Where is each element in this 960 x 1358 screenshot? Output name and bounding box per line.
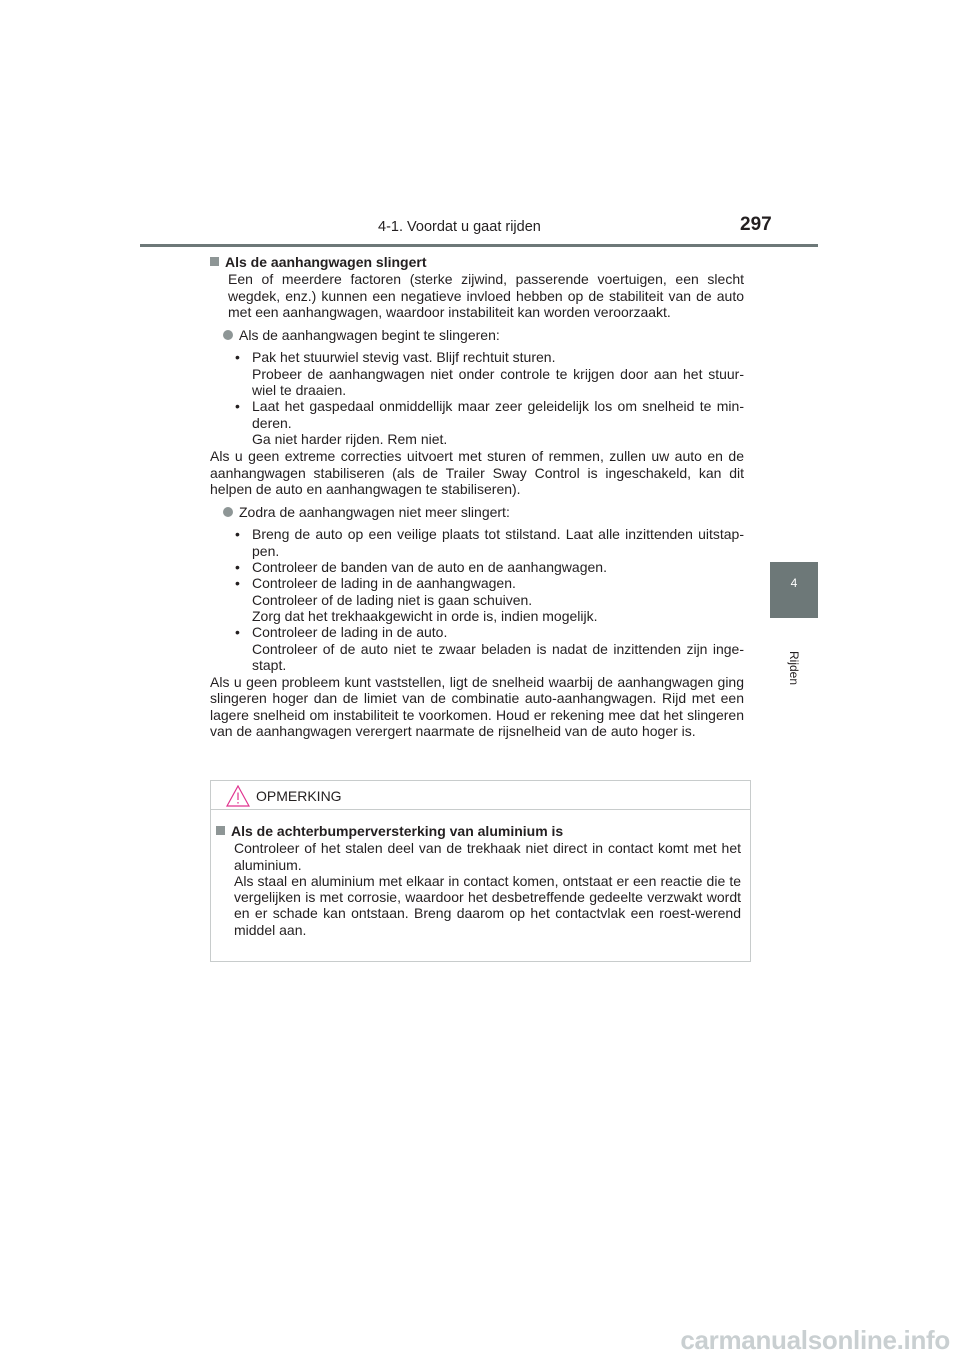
body-paragraph: Als u geen extreme correcties uitvoert met sturen of remmen, zullen uw auto en de aanhangwagen stabiliseren (als de Trailer Sway Control is ingeschakeld, kan dit helpen de auto en aanhangwagen te stabiliseren). [210,448,744,497]
list-item: • Controleer de banden van de auto en de aanhangwagen. [235,559,607,576]
case-heading: Zodra de aanhangwagen niet meer slingert: [228,504,744,520]
chapter-number: 4 [790,576,798,590]
circle-bullet-icon [223,330,233,340]
notice-label: OPMERKING [256,788,342,804]
list-item: • Laat het gaspedaal onmiddellijk maar zeer geleidelijk los om snelheid te min-deren. Ga niet harder rijden. Rem niet. [235,398,744,447]
notice-body [211,810,750,938]
case-heading: Als de aanhangwagen begint te slingeren: [228,327,744,343]
notice-paragraph: Als staal en aluminium met elkaar in contact komen, ontstaat er een reactie die te vergelijken is met corrosie, waardoor het desbetreffende gedeelte verzwakt wordt en er schade kan ontstaan. Breng daarom op het contactvlak een roest-werend middel aan. [234,872,741,938]
square-bullet-icon [210,257,219,266]
section-heading: 4-1. Voordat u gaat rijden [378,219,541,235]
warning-icon [226,785,250,807]
header-divider [140,244,818,247]
instruction-list [228,526,744,673]
chapter-tab [770,562,818,618]
body-paragraph: Als u geen probleem kunt vaststellen, ligt de snelheid waarbij de aanhangwagen ging slingeren hoger dan de limiet van de combinatie auto-aanhangwagen. Rijd met een lagere snelheid om instabiliteit te voorkomen. Houd er rekening mee dat het slingeren van de aanhangwagen verergert naarmate de rijsnelheid van de auto hoger is. [210,674,744,740]
instruction-list [228,349,744,447]
intro-paragraph: Een of meerdere factoren (sterke zijwind, passerende voertuigen, een slecht wegdek, enz.) kunnen een negatieve invloed hebben op de stabiliteit van de auto met een aanhangwagen, waardoor instabiliteit kan worden veroorzaakt. [228,271,744,320]
square-bullet-icon [216,826,225,835]
page-number: 297 [740,214,772,235]
watermark: carmanualsonline.info [680,1325,950,1355]
notice-box [210,780,751,962]
list-item: • Controleer de lading in de auto. Controleer of de auto niet te zwaar beladen is nadat de inzittenden zijn inge-stapt. [235,624,744,673]
notice-paragraph: Controleer of het stalen deel van de trekhaak niet direct in contact komt met het aluminium. [234,840,741,873]
section-title: Als de aanhangwagen slingert [210,254,744,270]
notice-header [211,781,750,810]
notice-title: Als de achterbumperversterking van aluminium is [216,823,741,839]
chapter-label: Rijden [787,651,801,686]
main-content [210,254,744,739]
list-item: • Breng de auto op een veilige plaats tot stilstand. Laat alle inzittenden uitstap-pen. [235,526,744,559]
circle-bullet-icon [223,507,233,517]
list-item: • Controleer de lading in de aanhangwagen. Controleer of de lading niet is gaan schuiven. Zorg dat het trekhaakgewicht in orde is, indien mogelijk. [235,575,598,624]
list-item: • Pak het stuurwiel stevig vast. Blijf rechtuit sturen. Probeer de aanhangwagen niet onder controle te krijgen door aan het stuur-wiel te draaien. [235,349,744,399]
